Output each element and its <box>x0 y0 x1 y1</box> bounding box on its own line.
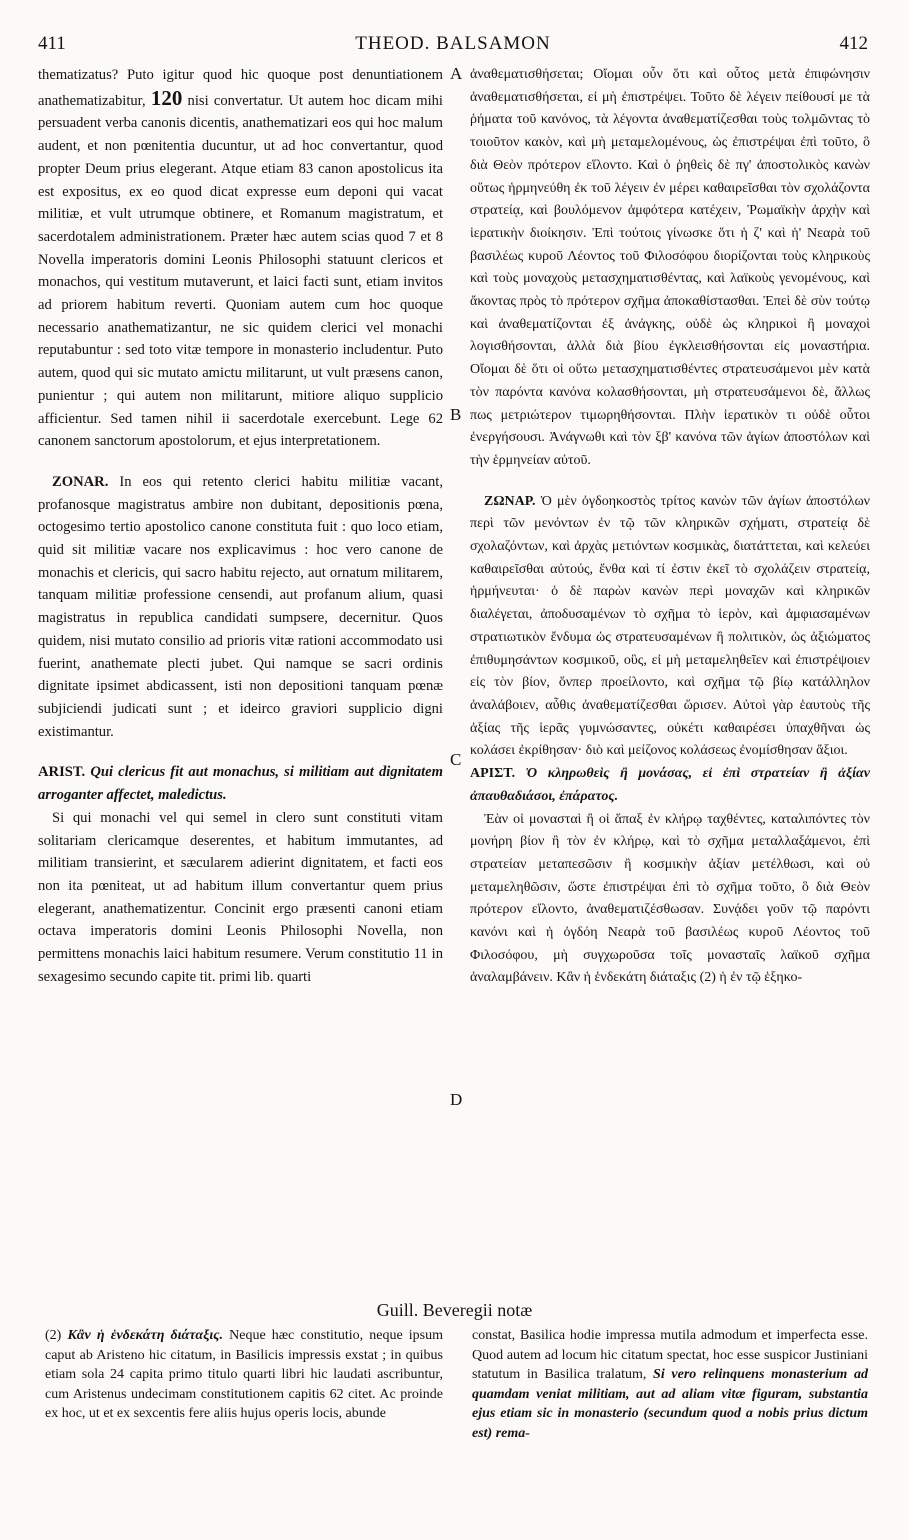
greek-text: Ὁ μὲν ὀγδοηκοστὸς τρίτος κανὼν τῶν ἁγίων ἀποστόλων περὶ τῶν μενόντων ἐν τῷ τῶν κληρικῶν σχήματι, στρατείᾳ δὲ σχολαζόντων, καὶ ἀρχὰς μετιόντων κοσμικὰς, διατάττεται, καὶ κελεύει καθαιρεῖσθαι αὐτούς, ἔνθα καὶ τί ἐστιν ἐκεῖ τὸ σχολάζειν στρατείᾳ, ἡρμήνευται· ὁ δὲ παρὼν κανὼν περὶ μοναχῶν καὶ κληρικῶν διαλέγεται, ἀποδυσαμένων τὸ σχῆμα τὸ ἱερὸν, καὶ ἀμφιασαμένων στρατιωτικὸν ἔνδυμα ὡς στρατευσαμένων ἢ πολιτικὸν, ὡς ἀξιώματος ἐπιθυμησάντων κοσμικοῦ, οὓς, εἰ μὴ μεταμεληθεῖεν καὶ ἐπιστρέψοιεν εἰς τὸν βίον, ὅνπερ προείλοντο, καὶ σχῆμα τῷ βίῳ κατάλληλον ἀναλάβοιεν, αὖθις ἀναθεματίζεσθαι ὥρισεν. Αὐτοὶ γὰρ ἑαυτοὺς τῆς ἀξίας τῆς ἱερᾶς γυμνώσαντες, οὐκέτι καθαιρέσει ὑπαχθῆναι ὡς κολάσει ἐκρίθησαν· διὸ καὶ μείζονος κολάσεως ἐνομίσθησαν ἄξιοι. <box>470 493 870 759</box>
greek-aristenus-text: Ἐὰν οἱ μονασταὶ ἢ οἱ ἅπαξ ἐν κλήρῳ ταχθέντες, καταλιπόντες τὸν μονήρη βίον ἢ τὸν ἐν κλήρῳ, καὶ τὸ σχῆμα μεταλλαξάμενοι, ἐπὶ στρατείαν μεταπεσῶσιν ἢ κοσμικὴν ἀξίαν μετέλθωσι, καὶ οὐ μεταμεληθῶσιν, ὥστε ἐπιστρέψαι ἐπὶ τὸ σχῆμα τοῦτο, ὃ διὰ Θεὸν πρότερον εἵλοντο, ἀναθεματιζέσθωσαν. Συνᾴδει γοῦν τῷ παρόντι κανόνι καὶ ἡ ὀγδόη Νεαρὰ τοῦ βασιλέως κυροῦ Λέοντος τοῦ Φιλοσόφου, μὴ συγχωροῦσα τοῖς μονασταῖς λαϊκοῦ σχῆμα ἀναλαμβάνειν. Κἂν ἡ ἑνδεκάτη διάταξις (2) ἡ ἐν τῷ ἑξηκο- <box>470 811 870 986</box>
notes-heading: Guill. Beveregii notæ <box>376 1300 533 1320</box>
note-text: Neque hæc constitutio, neque ipsum caput ab Aristeno hic citatum, in Basilicis impressis exstat ; in quibus etiam sola 24 capita primo titulo quarti libri hic laudati ascribuntur, cum Aristenus undecimam constitutionem capitis 62 citet. Ac proinde ex hoc, ut et ex sexcentis fere aliis hujus operis locis, abunde <box>45 1328 444 1421</box>
greek-column <box>470 64 870 990</box>
page-number-right: 412 <box>839 33 868 54</box>
running-header <box>38 33 868 57</box>
margin-letter-a: A <box>450 64 463 83</box>
note-paragraph <box>45 1326 443 1424</box>
latin-column <box>38 64 443 988</box>
note-ref: (2) <box>45 1328 62 1343</box>
note-lemma: Κἂν ἡ ἑνδεκάτη διάταξις. <box>67 1328 223 1343</box>
notes-right-column <box>472 1326 868 1443</box>
margin-letter-d: D <box>450 1090 463 1109</box>
latin-text: In eos qui retento clerici habitu militiæ vacant, profanosque magistratus ambire non dubitant, depositionis pœna, octogesimo tertio apostolico canone constituta fuit : quo loco etiam, quid sit militiæ vacare nos explicavimus : hoc vero canone de monachis et clericis, qui sacro habitu rejecto, aut ornatum militarem, tanquam militiæ professione censendi, aut profanum alium, quasi magistratus in republica candidati sumpsere, decernitur. Quos quidem, nisi mutato consilio ad prioris vitæ rationi accommodato usi fuerint, anathemate plecti jubet. Qui namque se sacri ordinis dignitate ipsimet abdicassent, isti non depositioni tanquam pœnæ subjiciendi judicati sunt ; et ideirco graviori supplicio digni existimantur. <box>38 473 443 740</box>
latin-text: thematizatus? Puto igitur quod hic quoque post denuntiationem anathematizabitur, <box>38 67 443 109</box>
note-paragraph <box>472 1326 868 1443</box>
canon-summary: Qui clericus fit aut monachus, si militiam aut dignitatem arroganter affectet, maledictus. <box>38 764 444 804</box>
page-number-left: 411 <box>38 33 66 54</box>
latin-text: nisi convertatur. Ut autem hoc dicam mihi persuadent verba canonis dicentis, anathematizari eos qui hoc malum audent, et non pœnitentia ducuntur, ut ad hoc convertantur, quod propter Deum prius elegerant. Atque etiam 83 canon apostolicus ita est expositus, ex eo quod dicat expresse eum deponi qui vacat militiæ, et vult utrumque obtinere, et Romanum magistratum, et sacerdotalem administrationem. Præter hæc autem scias quod 7 et 8 Novella imperatoris domini Leonis Philosophi statuunt clericos et monachos, qui vestitum mutaverunt, et laici facti sunt, etiam invitos ad priorem habitum reverti. Quoniam autem cum hoc quoque necessario anathematizantur, ne sic quidem clerici vel monachi reputabuntur : sed toto vitæ tempore in monasterio includentur. Puto autem, quod qui sic mutato amictu militarunt, ut vult præsens canon, punientur ; qui autem non militarunt, mitiore aliquo supplicio afficientur. Sed tamen nihil ii sacerdotale exercebunt. Lege 62 canonem sanctorum apostolorum, et ejus interpretationem. <box>38 92 443 450</box>
note-text: constat, Basilica hodie impressa mutila admodum et imperfecta esse. Quod autem ad locum hic citatum spectat, hoc esse suspicor Justiniani statutum in Basilica tralatum, <box>472 1328 868 1382</box>
note-quotation: Si vero relinquens monasterium ad quamdam veniat militiam, aut ad aliam vitæ figuram, substantia ejus etiam sic in monasterio (secundum quod a nobis prius dictum est) rema- <box>472 1367 868 1441</box>
running-title: THEOD. BALSAMON <box>355 33 551 54</box>
section-label: ΑΡΙΣΤ. <box>470 766 516 782</box>
canon-summary: Ὁ κληρωθεὶς ἢ μονάσας, εἰ ἐπὶ στρατείαν ἢ ἀξίαν ἀπαυθαδιάσοι, ἐπάρατος. <box>470 766 870 804</box>
section-label: ARIST. <box>38 764 86 781</box>
margin-letter-c: C <box>450 750 462 769</box>
latin-paragraph-1 <box>38 64 443 453</box>
notes-left-column <box>45 1326 443 1424</box>
greek-aristenus-heading <box>470 763 870 808</box>
section-label: ZONAR. <box>52 473 109 490</box>
latin-aristenus-text: Si qui monachi vel qui semel in clero sunt constituti vitam solitariam clericamque deserentes, et habitum immutantes, ad militiam transierint, et sæcularem adierint dignitatem, et facti eos non ita pœniteat, ut ad habitum illum convertantur quem prius elegerant, anathematizentur. Concinit ergo præsenti canoni etiam octava imperatoris domini Leonis Philosophi Novella, non permittens monachis laici habitum resumere. Verum constitutio 11 in sexagesimo secundo capite tit. primi lib. quarti <box>38 809 443 985</box>
latin-aristenus-heading <box>38 761 443 806</box>
greek-zonaras <box>470 491 870 763</box>
column-number: 120 <box>150 85 183 110</box>
margin-letter-b: B <box>450 405 462 424</box>
greek-paragraph-1: ἀναθεματισθήσεται; Οἴομαι οὖν ὅτι καὶ οὗτος μετὰ ἐπιφώνησιν ἀναθεματισθήσεται, εἰ μὴ ἐπιστρέψει. Τοῦτο δὲ λέγειν πείθουσί με τὰ ῥήματα τοῦ κανόνος, τὰ λέγοντα ἀναθεματίζεσθαι τοὺς τολμῶντας τὸ τοιοῦτον κακὸν, καὶ μὴ μεταμελομένους, ὡς ἐπιστρέψαι ἐπὶ τοῦτο, ὃ διὰ Θεὸν πρότερον εἵλοντο. Καὶ ὁ ῥηθεὶς δὲ πγ' ἀποστολικὸς κανὼν οὕτως ἡρμηνεύθη ἐκ τοῦ λέγειν ἐν μέρει καθαιρεῖσθαι τὸν σχολάζοντα στρατείᾳ, καὶ βουλόμενον ἀμφότερα κατέχειν, Ῥωμαϊκὴν ἀρχὴν καὶ ἱερατικὴν διοίκησιν. Ἐπὶ τούτοις γίνωσκε ὅτι ἡ ζ' καὶ ἡ' Νεαρὰ τοῦ βασιλέως κυροῦ Λέοντος τοῦ Φιλοσόφου διορίζονται τοὺς κληρικοὺς καὶ τοὺς μοναχοὺς μετασχηματισθέντας, καὶ λαϊκοὺς γενομένους, καὶ ἄκοντας πρὸς τὸ πρότερον σχῆμα ἀποκαθίστασθαι. Ἐπεὶ δὲ σὺν τούτῳ καὶ ἀναθεματίζονται ἐξ ἀνάγκης, οὐδὲ ὡς κληρικοὶ ἢ μοναχοὶ λογισθήσονται, ἀλλὰ διὰ βίου ἐγκλεισθήσονται εἰς μοναστήρια. Οἴομαι δὲ ὅτι οἱ οὕτω μετασχηματισθέντες στρατευσάμενοι μὲν κατὰ τὸν παρόντα κανόνα κολασθήσονται, μὴ στρατευσάμενοι δὲ, ἄλλως πως μετριώτερον τιμωρηθήσονται. Πλὴν ἱερατικὸν τι οὐδὲ οὗτοι ἐνεργήσουσι. Ἀνάγνωθι καὶ τὸν ξβ' κανόνα τῶν ἁγίων ἀποστόλων καὶ τὴν ἑρμηνείαν αὐτοῦ. <box>470 67 870 468</box>
section-label: ΖΩΝΑΡ. <box>484 493 536 509</box>
latin-zonaras <box>38 471 443 743</box>
